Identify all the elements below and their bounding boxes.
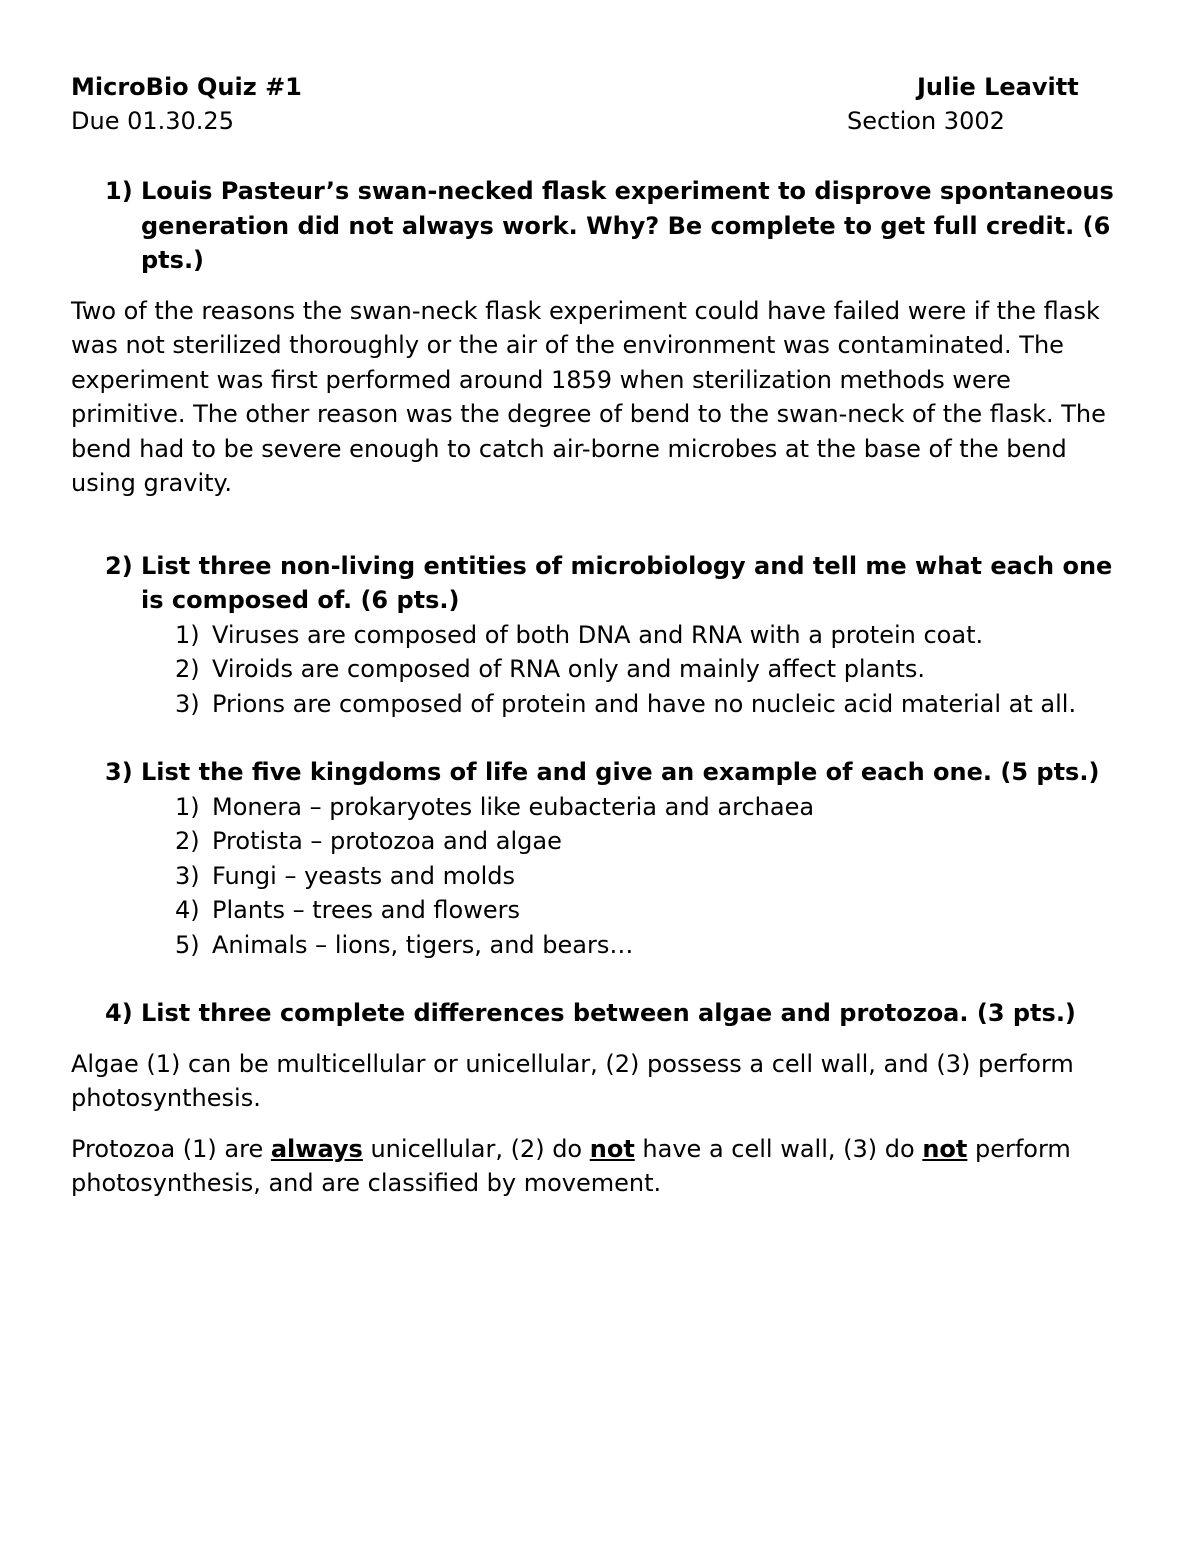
answer-text: have a cell wall, (3) do bbox=[634, 1134, 923, 1163]
list-item-text: Viruses are composed of both DNA and RNA with a protein coat. bbox=[212, 620, 984, 649]
question-3 bbox=[71, 755, 1131, 790]
author-name: Julie Leavitt bbox=[917, 73, 1079, 101]
question-number: 2) bbox=[105, 551, 133, 580]
answer-4-algae: Algae (1) can be multicellular or unicellular, (2) possess a cell wall, and (3) perform photosynthesis. bbox=[71, 1049, 1074, 1112]
list-item-number: 3) bbox=[175, 689, 200, 718]
list-item-number: 3) bbox=[175, 861, 200, 890]
list-item-text: Animals – lions, tigers, and bears… bbox=[212, 930, 634, 959]
list-item bbox=[71, 790, 1131, 825]
list-item-number: 4) bbox=[175, 896, 200, 924]
list-item-text: Monera – prokaryotes like eubacteria and archaea bbox=[212, 792, 815, 821]
answer-text: unicellular, (2) do bbox=[362, 1134, 590, 1163]
due-date: Due 01.30.25 bbox=[71, 107, 234, 135]
emphasis-always: always bbox=[270, 1134, 363, 1163]
list-item-number: 1) bbox=[175, 792, 200, 821]
list-item bbox=[71, 824, 1131, 859]
list-item bbox=[71, 859, 1131, 894]
quiz-page bbox=[71, 70, 1131, 1201]
answer-1: Two of the reasons the swan-neck flask experiment could have failed were if the flask was not sterilized thoroughly or the air of the environment was contaminated. The experiment was first performed around 1859 when sterilization methods were primitive. The other reason was the degree of bend to the swan-neck of the flask. The bend had to be severe enough to catch air-borne microbes at the base of the bend using gravity. bbox=[71, 296, 1106, 497]
answer-4-protozoa bbox=[71, 1132, 1131, 1201]
list-item bbox=[71, 928, 1131, 963]
answer-text: Protozoa (1) are bbox=[71, 1134, 271, 1163]
question-number: 3) bbox=[105, 758, 133, 786]
question-number: 1) bbox=[105, 177, 133, 205]
question-number: 4) bbox=[105, 999, 133, 1027]
list-item bbox=[71, 652, 1131, 687]
list-item-number: 2) bbox=[175, 655, 200, 683]
list-item bbox=[71, 893, 1131, 928]
list-item-text: Fungi – yeasts and molds bbox=[212, 861, 516, 890]
list-item-number: 5) bbox=[175, 930, 200, 959]
list-item-text: Protista – protozoa and algae bbox=[212, 827, 562, 855]
list-item-number: 1) bbox=[175, 620, 200, 649]
list-item-number: 2) bbox=[175, 827, 200, 855]
header-row-2 bbox=[71, 104, 1131, 138]
list-item-text: Plants – trees and flowers bbox=[212, 896, 520, 924]
question-text: List the five kingdoms of life and give an example of each one. (5 pts.) bbox=[141, 758, 1100, 786]
list-item bbox=[71, 687, 1131, 722]
answer-text: perform photosynthesis, and are classified by movement. bbox=[71, 1134, 1071, 1197]
question-1 bbox=[71, 174, 1131, 278]
question-text: List three complete differences between algae and protozoa. (3 pts.) bbox=[141, 999, 1076, 1027]
question-4 bbox=[71, 996, 1131, 1031]
header-row-1 bbox=[71, 70, 1131, 104]
list-item bbox=[71, 618, 1131, 653]
emphasis-not: not bbox=[589, 1134, 635, 1163]
list-item-text: Viroids are composed of RNA only and mainly affect plants. bbox=[212, 655, 926, 683]
question-text: List three non-living entities of microbiology and tell me what each one is composed of. (6 pts.) bbox=[141, 551, 1113, 614]
question-text: Louis Pasteur’s swan-necked flask experiment to disprove spontaneous generation did not always work. Why? Be complete to get full credit. (6 pts.) bbox=[141, 177, 1114, 274]
quiz-title: MicroBio Quiz #1 bbox=[71, 73, 302, 101]
emphasis-not: not bbox=[922, 1134, 968, 1163]
section-number: Section 3002 bbox=[847, 107, 1005, 135]
list-item-text: Prions are composed of protein and have no nucleic acid material at all. bbox=[212, 689, 1077, 718]
question-2 bbox=[71, 549, 1131, 618]
